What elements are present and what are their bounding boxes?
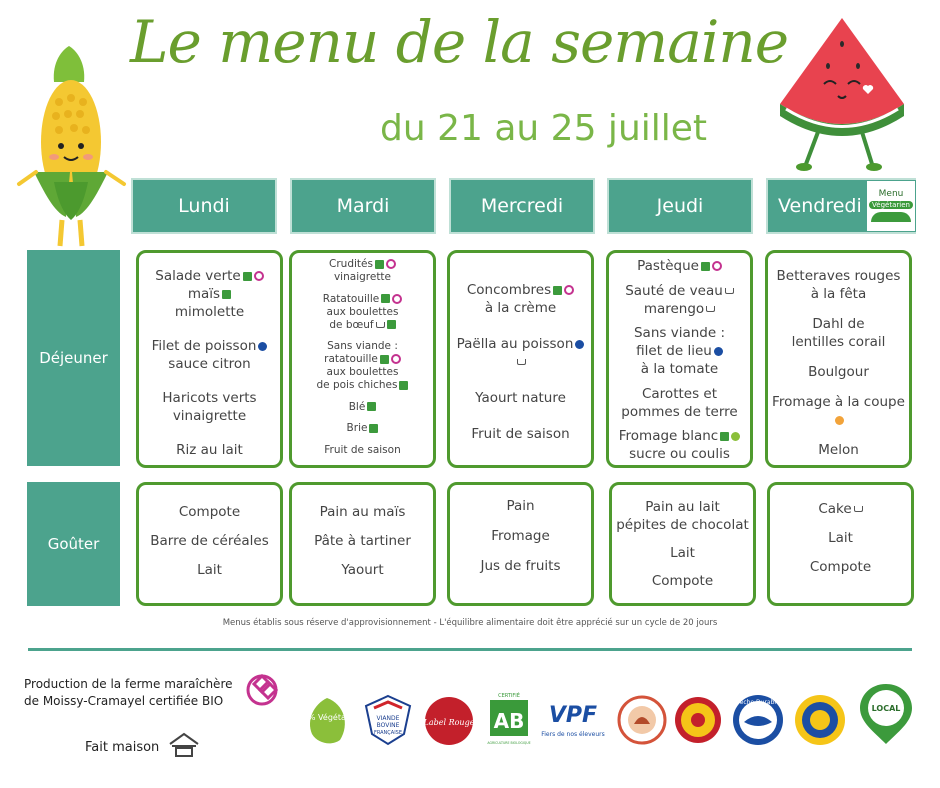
- ferme-badge-icon: [564, 285, 574, 295]
- vege-badge-line2: Végétarien: [869, 201, 913, 209]
- peche-text: Pêche Durable: [736, 699, 780, 706]
- ferme-badge-icon: [254, 271, 264, 281]
- igp-logo-icon: [792, 692, 848, 748]
- menu-item: [329, 258, 396, 284]
- menu-item-line: [152, 355, 268, 373]
- menu-item-text: maïs: [187, 286, 221, 302]
- menu-item-text: lentilles corail: [791, 334, 886, 350]
- gouter-item-text: Pain au lait: [645, 499, 720, 515]
- fait-maison-icon: [168, 732, 200, 758]
- menu-item: [621, 385, 737, 421]
- day-header-mercredi: Mercredi: [449, 178, 595, 234]
- menu-item: [324, 444, 400, 457]
- menu-item-text: Blé: [348, 400, 366, 413]
- vegetarien-badge-icon: [731, 432, 740, 441]
- gouter-item: [491, 527, 550, 545]
- menu-item-line: [317, 379, 409, 392]
- bio-badge-icon: [701, 262, 710, 271]
- gouter-item-text: Lait: [670, 545, 695, 561]
- gouter-item-line: [818, 500, 862, 518]
- menu-item-line: [347, 422, 379, 435]
- menu-item-text: aux boulettes: [326, 305, 399, 318]
- ferme-logo-icon: [242, 670, 282, 710]
- gouter-item-text: pépites de chocolat: [616, 517, 749, 533]
- menu-item-line: [619, 445, 740, 463]
- row-header-gouter: Goûter: [27, 482, 120, 606]
- gouter-item-line: [616, 498, 749, 516]
- label-rouge-logo-icon: [422, 694, 476, 748]
- menu-item-line: [634, 324, 725, 342]
- gouter-item-text: Jus de fruits: [480, 558, 561, 574]
- menu-item-line: [621, 403, 737, 421]
- menu-item-text: Fromage à la coupe: [772, 394, 905, 410]
- menu-item: [625, 282, 734, 318]
- local-logo-icon: [858, 682, 914, 746]
- menu-item-text: Ratatouille: [322, 292, 380, 305]
- gouter-item-text: Compote: [651, 573, 714, 589]
- day-header-mardi: Mardi: [290, 178, 436, 234]
- menu-item-text: ratatouille: [324, 353, 378, 366]
- ab-top-text: CERTIFIÉ: [498, 693, 520, 699]
- menu-item-text: Brie: [346, 422, 368, 435]
- bio-badge-icon: [387, 320, 396, 329]
- watermelon-mascot: [772, 14, 912, 186]
- gouter-item-line: [670, 544, 695, 562]
- menu-item-text: à la fêta: [810, 286, 867, 302]
- menu-item: [317, 340, 409, 392]
- gouter-item-line: [652, 572, 713, 590]
- separator-line: [28, 648, 912, 651]
- volaille-logo-icon: [616, 694, 668, 746]
- vege-logo-text: 100% Végétarien: [292, 713, 362, 722]
- gouter-item-line: [314, 532, 411, 550]
- fait-maison-badge-icon: [706, 306, 715, 312]
- vege-badge-leaf-icon: [871, 212, 911, 222]
- menu-item-text: Fruit de saison: [324, 443, 401, 456]
- gouter-item-line: [491, 527, 550, 545]
- menu-item-line: [162, 389, 256, 407]
- fait-maison-badge-icon: [854, 506, 863, 512]
- menu-item-text: Riz au lait: [176, 442, 243, 458]
- menu-item-line: [818, 441, 859, 459]
- gouter-item-text: Fromage: [491, 528, 550, 544]
- corn-mascot: [14, 42, 132, 254]
- menu-item-line: [625, 282, 734, 300]
- menu-item-line: [329, 271, 396, 284]
- vegetarian-menu-badge: [866, 180, 916, 232]
- menu-item-line: [777, 267, 901, 285]
- fait-maison-badge-icon: [725, 288, 734, 294]
- gouter-item: [150, 532, 269, 550]
- gouter-item-text: Compote: [809, 558, 872, 575]
- menu-item: [792, 315, 886, 351]
- menu-item: [349, 401, 377, 414]
- menu-item-line: [155, 303, 263, 321]
- gouter-cell-mardi: [289, 482, 436, 606]
- dejeuner-cell-vendredi: [765, 250, 912, 468]
- menu-item: [347, 422, 379, 435]
- menu-item-line: [324, 444, 400, 457]
- menu-item: [454, 335, 587, 371]
- gouter-item: [197, 561, 222, 579]
- menu-item-text: aux boulettes: [326, 366, 399, 379]
- gouter-item-line: [150, 532, 269, 550]
- ferme-badge-icon: [392, 294, 402, 304]
- vbf-line1: VIANDE: [376, 715, 400, 722]
- vbf-line2: BOVINE: [376, 722, 400, 729]
- gouter-cell-vendredi: [767, 482, 914, 606]
- bio-badge-icon: [553, 286, 562, 295]
- menu-item-line: [323, 306, 402, 319]
- menu-item-line: [349, 401, 377, 414]
- bio-badge-icon: [369, 424, 378, 433]
- gouter-item: [818, 500, 862, 518]
- menu-item-text: Carottes et: [641, 385, 718, 402]
- menu-item: [162, 389, 256, 425]
- fait-maison-badge-icon: [517, 359, 526, 365]
- aop-badge-icon: [835, 416, 844, 425]
- bio-badge-icon: [720, 432, 729, 441]
- peche-durable-logo-icon: [730, 692, 786, 748]
- menu-item-text: de pois chiches: [316, 379, 398, 392]
- menu-item-line: [637, 257, 722, 275]
- menu-item-text: Boulgour: [808, 364, 869, 380]
- menu-item-text: Betteraves rouges: [776, 268, 901, 284]
- menu-item-line: [621, 385, 737, 403]
- gouter-item-text: Lait: [197, 562, 222, 579]
- page-subtitle: du 21 au 25 juillet: [380, 108, 708, 149]
- menu-item-line: [162, 407, 256, 425]
- menu-item-text: à la tomate: [640, 361, 719, 377]
- menu-item: [808, 363, 869, 381]
- vpf-text: VPF: [548, 703, 598, 728]
- menu-item: [323, 293, 402, 332]
- bio-badge-icon: [367, 402, 376, 411]
- vegetarien-logo-icon: [292, 694, 362, 748]
- menu-item-text: Fruit de saison: [471, 426, 570, 442]
- ab-bottom-text: AGRICULTURE BIOLOGIQUE: [487, 741, 531, 745]
- gouter-item-text: Compote: [178, 503, 241, 520]
- ferme-badge-icon: [386, 259, 396, 269]
- menu-item-text: marengo: [643, 300, 705, 317]
- gouter-item-line: [810, 558, 871, 576]
- ferme-badge-icon: [391, 354, 401, 364]
- menu-item-line: [634, 360, 725, 378]
- legend-ferme-line1: Production de la ferme maraîchère: [24, 677, 233, 691]
- bio-badge-icon: [243, 272, 252, 281]
- menu-item: [772, 393, 905, 429]
- menu-item-line: [777, 285, 901, 303]
- gouter-item-text: Yaourt: [341, 562, 384, 579]
- bio-badge-icon: [222, 290, 231, 299]
- gouter-item-line: [481, 557, 561, 575]
- menu-item-line: [619, 427, 740, 445]
- vege-badge-line1: Menu: [878, 189, 904, 199]
- label-rouge-text: Label Rouge: [423, 718, 475, 727]
- menu-item-line: [317, 340, 409, 353]
- menu-item-line: [454, 335, 587, 371]
- gouter-item-line: [828, 529, 853, 547]
- gouter-item: [506, 497, 534, 515]
- vbf-logo-icon: [360, 694, 416, 748]
- menu-item-line: [634, 342, 725, 360]
- menu-item: [471, 425, 569, 443]
- menu-item-line: [329, 258, 396, 271]
- menu-item-text: Filet de poisson: [151, 338, 257, 354]
- menu-item-text: Haricots verts: [162, 390, 257, 406]
- vpf-badge-icon: [575, 340, 584, 349]
- gouter-item-text: Pain: [506, 498, 535, 514]
- gouter-item-line: [197, 561, 222, 579]
- gouter-item-line: [179, 503, 240, 521]
- gouter-item: [828, 529, 853, 547]
- menu-item: [176, 441, 243, 459]
- menu-item-line: [772, 393, 905, 429]
- menu-item-text: Concombres: [466, 282, 552, 298]
- vbf-line3: FRANÇAISE: [373, 730, 403, 736]
- gouter-cell-jeudi-placeholder: [447, 482, 594, 606]
- menu-item-text: Sans viande :: [633, 325, 725, 341]
- menu-item: [634, 324, 725, 378]
- menu-item-text: Pastèque: [637, 258, 699, 274]
- menu-item-text: Paëlla au poisson: [456, 336, 574, 352]
- day-header-lundi: Lundi: [131, 178, 277, 234]
- menu-item-text: Yaourt nature: [475, 390, 566, 406]
- gouter-cell-lundi: [136, 482, 283, 606]
- legend-maison: Fait maison: [85, 740, 160, 755]
- gouter-item: [810, 558, 871, 576]
- bio-badge-icon: [380, 355, 389, 364]
- menu-item: [467, 281, 574, 317]
- gouter-item: [341, 561, 383, 579]
- gouter-item-line: [506, 497, 534, 515]
- menu-item-line: [792, 315, 886, 333]
- menu-item-text: à la crème: [484, 300, 557, 316]
- gouter-item-text: Pâte à tartiner: [314, 532, 411, 549]
- menu-item: [475, 389, 566, 407]
- gouter-cell-jeudi: [609, 482, 756, 606]
- legend-ferme-line2: de Moissy-Cramayel certifiée BIO: [24, 694, 224, 708]
- row-header-dejeuner: Déjeuner: [27, 250, 120, 466]
- menu-item-text: Fromage blanc: [618, 428, 719, 444]
- menu-item-line: [152, 337, 268, 355]
- dejeuner-cell-mardi: [289, 250, 436, 468]
- gouter-item: [314, 532, 411, 550]
- menu-item-line: [323, 319, 402, 332]
- menu-item-line: [808, 363, 869, 381]
- local-text: LOCAL: [871, 704, 901, 713]
- bio-badge-icon: [399, 381, 408, 390]
- ferme-badge-icon: [712, 261, 722, 271]
- dejeuner-cell-lundi: [136, 250, 283, 468]
- menu-item-text: mimolette: [174, 304, 245, 320]
- dejeuner-cell-mercredi: [447, 250, 594, 468]
- menu-item: [777, 267, 901, 303]
- bio-badge-icon: [375, 260, 384, 269]
- gouter-item: [616, 498, 749, 534]
- menu-item-text: Dahl de: [812, 316, 865, 332]
- menu-item-line: [155, 267, 263, 285]
- ab-logo-icon: [486, 690, 532, 750]
- menu-item-text: Sans viande :: [327, 340, 398, 353]
- gouter-item-text: Barre de céréales: [150, 532, 269, 549]
- gouter-item-text: Cake: [818, 501, 852, 518]
- menu-item-text: de bœuf: [329, 318, 374, 331]
- vpf-logo-icon: [540, 698, 606, 742]
- menu-item-text: pommes de terre: [621, 403, 738, 420]
- bio-badge-icon: [381, 294, 390, 303]
- day-header-jeudi: Jeudi: [607, 178, 753, 234]
- ab-text: AB: [493, 709, 525, 733]
- menu-item-line: [792, 333, 886, 351]
- menu-item: [637, 257, 722, 275]
- gouter-item-text: Pain au maïs: [319, 503, 406, 520]
- legend-ferme: [24, 676, 234, 710]
- gouter-item: [179, 503, 240, 521]
- gouter-item: [320, 503, 406, 521]
- menu-item-text: Sauté de veau: [625, 282, 723, 299]
- dejeuner-cell-jeudi: [606, 250, 753, 468]
- gouter-item-line: [320, 503, 406, 521]
- footnote: Menus établis sous réserve d'approvisionnement - L'équilibre alimentaire doit être apprécié sur un cycle de 20 jours: [222, 618, 718, 628]
- menu-item-text: filet de lieu: [636, 343, 712, 359]
- menu-item: [155, 267, 263, 321]
- menu-item-line: [625, 300, 734, 318]
- menu-item: [619, 427, 740, 463]
- menu-item-line: [467, 299, 574, 317]
- menu-item-line: [317, 366, 409, 379]
- gouter-item: [652, 572, 713, 590]
- page-title: Le menu de la semaine: [130, 8, 789, 76]
- menu-item-line: [475, 389, 566, 407]
- gouter-item-text: Lait: [828, 529, 853, 546]
- vpf-badge-icon: [258, 342, 267, 351]
- menu-item-text: vinaigrette: [172, 408, 247, 424]
- menu-item-text: sucre ou coulis: [629, 446, 730, 462]
- menu-item-text: Salade verte: [155, 268, 241, 284]
- menu-item-line: [323, 293, 402, 306]
- vpf-badge-icon: [714, 347, 723, 356]
- menu-item: [152, 337, 268, 373]
- aop-logo-icon: [672, 694, 724, 746]
- fait-maison-badge-icon: [376, 322, 385, 328]
- gouter-item-line: [616, 516, 749, 534]
- menu-item-text: sauce citron: [168, 356, 251, 372]
- menu-item-text: vinaigrette: [333, 271, 392, 283]
- gouter-item: [481, 557, 561, 575]
- vpf-sub-text: Fiers de nos éleveurs: [541, 731, 605, 738]
- gouter-item: [670, 544, 695, 562]
- menu-item-line: [176, 441, 243, 459]
- menu-item: [818, 441, 859, 459]
- menu-item-line: [155, 285, 263, 303]
- menu-item-line: [467, 281, 574, 299]
- menu-item-text: Crudités: [329, 258, 373, 270]
- menu-item-line: [471, 425, 569, 443]
- gouter-item-line: [341, 561, 383, 579]
- day-header-label: Vendredi: [778, 195, 862, 217]
- menu-item-text: Melon: [818, 442, 859, 458]
- menu-item-line: [317, 353, 409, 366]
